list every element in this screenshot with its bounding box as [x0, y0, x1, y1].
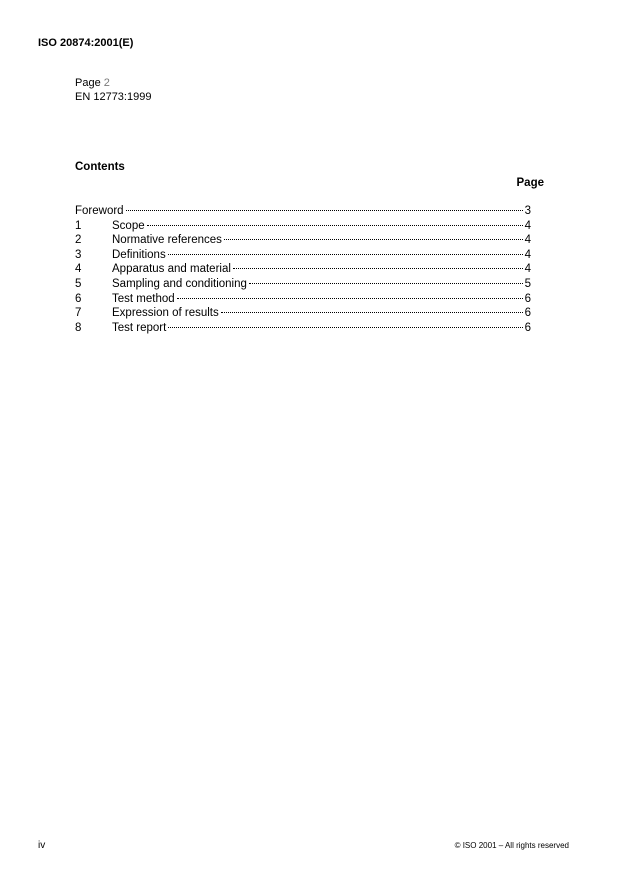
page-number: 2 — [103, 77, 110, 89]
page-column-heading: Page — [516, 177, 544, 189]
toc-entry-number: 5 — [75, 277, 82, 290]
toc-entry-title[interactable]: Definitions — [112, 248, 166, 261]
toc-entry-number: 3 — [75, 248, 82, 261]
toc-entry-title[interactable]: Expression of results — [112, 307, 219, 320]
toc-entry-page: 4 — [524, 234, 531, 247]
toc-entry-page: 5 — [524, 277, 531, 290]
toc-entry-page: 6 — [524, 321, 531, 334]
toc-entry-title[interactable]: Foreword — [75, 205, 124, 217]
toc-entry-page: 4 — [524, 263, 531, 276]
page-reference — [75, 76, 151, 104]
footer-page-number: iv — [38, 840, 46, 851]
toc-dot-leader — [233, 268, 523, 269]
toc-entry-page: 4 — [524, 219, 531, 232]
toc-dot-leader — [168, 327, 522, 328]
toc-entry-page: 6 — [524, 292, 531, 305]
toc-entry-number: 2 — [75, 234, 82, 247]
toc-dot-leader — [126, 210, 523, 211]
toc-entry-page: 6 — [524, 307, 531, 320]
toc-dot-leader — [224, 239, 523, 240]
toc-entry-title[interactable]: Test method — [112, 292, 175, 305]
toc-entry-title[interactable]: Apparatus and material — [112, 263, 231, 276]
toc-entry[interactable] — [75, 277, 531, 292]
toc-entry-number: 8 — [75, 321, 82, 334]
toc-dot-leader — [177, 298, 523, 299]
footer-copyright: © ISO 2001 – All rights reserved — [454, 841, 569, 850]
toc-entry-page: 3 — [524, 205, 531, 217]
toc-entry-number: 1 — [75, 219, 82, 232]
toc-entry[interactable] — [75, 292, 531, 307]
contents-heading: Contents — [75, 161, 125, 173]
document-identifier: ISO 20874:2001(E) — [38, 37, 134, 49]
toc-entry-page: 4 — [524, 248, 531, 261]
page-reference-line — [75, 76, 151, 90]
toc-entry-number: 4 — [75, 263, 82, 276]
toc-dot-leader — [221, 312, 523, 313]
toc-entry-title[interactable]: Sampling and conditioning — [112, 277, 247, 290]
toc-entry-number: 7 — [75, 307, 82, 320]
standard-reference: EN 12773:1999 — [75, 91, 152, 103]
toc-entry[interactable] — [75, 262, 531, 277]
toc-entry[interactable] — [75, 233, 531, 248]
toc-dot-leader — [147, 225, 523, 226]
toc-entry[interactable] — [75, 306, 531, 321]
toc-dot-leader — [249, 283, 523, 284]
toc-entry[interactable] — [75, 248, 531, 263]
toc-dot-leader — [168, 254, 523, 255]
toc-entry-title[interactable]: Test report — [112, 321, 167, 334]
toc-entry-number: 6 — [75, 292, 82, 305]
toc-entry[interactable] — [75, 321, 531, 336]
table-of-contents — [75, 204, 531, 335]
toc-entry-title[interactable]: Normative references — [112, 234, 222, 247]
toc-entry[interactable] — [75, 204, 531, 219]
toc-entry-title[interactable]: Scope — [112, 219, 145, 232]
page-label: Page — [75, 77, 101, 89]
toc-entry[interactable] — [75, 219, 531, 234]
